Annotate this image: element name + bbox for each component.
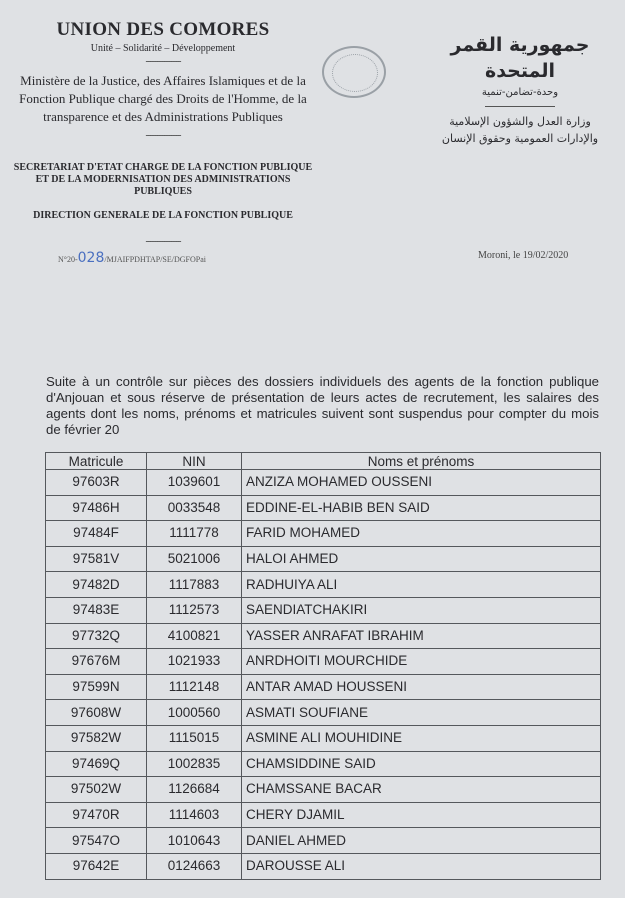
- secretariat-name: SECRETARIAT D'ETAT CHARGE DE LA FONCTION PUBLIQUE ET DE LA MODERNISATION DES ADMINISTRATIONS PUBLIQUES: [13, 162, 313, 197]
- intro-paragraph: Suite à un contrôle sur pièces des dossiers individuels des agents de la fonction publique d'Anjouan et sous réserve de présentation de leurs actes de recrutement, les salaires des agents dont les noms, prénoms et matricules suivent sont suspendus pour compter du mois de février 20: [46, 374, 599, 437]
- separator: ---------------: [145, 236, 181, 247]
- national-motto: Unité – Solidarité – Développement: [90, 43, 236, 54]
- table-row: [46, 572, 601, 598]
- cell-matricule: 97732Q: [46, 623, 147, 649]
- cell-matricule: 97484F: [46, 521, 147, 547]
- table-row: [46, 802, 601, 828]
- table-row: [46, 521, 601, 547]
- letterhead-left: [8, 18, 318, 268]
- arabic-ministry-name: [420, 113, 620, 147]
- cell-nin: 1002835: [147, 751, 242, 777]
- cell-nin: 1111778: [147, 521, 242, 547]
- document-date: Moroni, le 19/02/2020: [478, 250, 569, 261]
- cell-matricule: 97642E: [46, 853, 147, 879]
- arabic-ministry-line: وزارة العدل والشؤون الإسلامية: [449, 115, 591, 128]
- separator: [485, 106, 555, 107]
- table-row: [46, 751, 601, 777]
- cell-nin: 1114603: [147, 802, 242, 828]
- arabic-ministry-line: والإدارات العمومية وحقوق الإنسان: [441, 132, 599, 145]
- arabic-country-name: جمهورية القمر المتحدة: [450, 34, 590, 82]
- cell-nin: 1039601: [147, 470, 242, 496]
- table-row: [46, 470, 601, 496]
- cell-name: EDDINE-EL-HABIB BEN SAID: [242, 495, 601, 521]
- cell-nin: 1010643: [147, 828, 242, 854]
- table-row: [46, 649, 601, 675]
- cell-nin: 1112573: [147, 597, 242, 623]
- separator: ---------------: [145, 130, 181, 141]
- table-row: [46, 725, 601, 751]
- cell-name: HALOI AHMED: [242, 546, 601, 572]
- table-row: [46, 828, 601, 854]
- cell-matricule: 97547O: [46, 828, 147, 854]
- column-header-names: Noms et prénoms: [242, 453, 601, 470]
- cell-nin: 1115015: [147, 725, 242, 751]
- cell-matricule: 97582W: [46, 725, 147, 751]
- cell-name: CHERY DJAMIL: [242, 802, 601, 828]
- cell-name: SAENDIATCHAKIRI: [242, 597, 601, 623]
- reference-number: [8, 250, 318, 268]
- cell-name: ANZIZA MOHAMED OUSSENI: [242, 470, 601, 496]
- cell-nin: 1112148: [147, 674, 242, 700]
- table-row: [46, 700, 601, 726]
- table-row: [46, 853, 601, 879]
- cell-name: ANTAR AMAD HOUSSENI: [242, 674, 601, 700]
- coat-of-arms-seal-icon: [322, 46, 386, 98]
- cell-matricule: 97608W: [46, 700, 147, 726]
- cell-nin: 4100821: [147, 623, 242, 649]
- ref-prefix: N°20-: [58, 255, 78, 264]
- cell-name: ASMINE ALI MOUHIDINE: [242, 725, 601, 751]
- cell-nin: 5021006: [147, 546, 242, 572]
- letter-body: [45, 374, 601, 880]
- cell-name: CHAMSSANE BACAR: [242, 777, 601, 803]
- cell-matricule: 97470R: [46, 802, 147, 828]
- cell-matricule: 97599N: [46, 674, 147, 700]
- table-row: [46, 597, 601, 623]
- cell-nin: 1021933: [147, 649, 242, 675]
- letterhead-right: [420, 32, 620, 147]
- country-name: UNION DES COMORES: [56, 19, 270, 40]
- column-header-nin: NIN: [147, 453, 242, 470]
- table-row: [46, 674, 601, 700]
- cell-matricule: 97483E: [46, 597, 147, 623]
- column-header-matricule: Matricule: [46, 453, 147, 470]
- table-header-row: [46, 453, 601, 470]
- cell-matricule: 97486H: [46, 495, 147, 521]
- cell-matricule: 97581V: [46, 546, 147, 572]
- cell-name: RADHUIYA ALI: [242, 572, 601, 598]
- cell-nin: 0124663: [147, 853, 242, 879]
- arabic-motto: وحدة-تضامن-تنمية: [481, 87, 559, 98]
- cell-name: ASMATI SOUFIANE: [242, 700, 601, 726]
- cell-name: DAROUSSE ALI: [242, 853, 601, 879]
- table-row: [46, 623, 601, 649]
- ministry-name: Ministère de la Justice, des Affaires Islamiques et de la Fonction Publique chargé des Droits de l'Homme, de la transparence et des Administrations Publiques: [19, 73, 307, 124]
- cell-name: ANRDHOITI MOURCHIDE: [242, 649, 601, 675]
- cell-name: DANIEL AHMED: [242, 828, 601, 854]
- cell-nin: 0033548: [147, 495, 242, 521]
- cell-matricule: 97603R: [46, 470, 147, 496]
- cell-matricule: 97502W: [46, 777, 147, 803]
- suspended-agents-table: [45, 452, 601, 880]
- table-row: [46, 495, 601, 521]
- ref-handwritten-number: 028: [77, 250, 105, 266]
- ref-suffix: /MJAIFPDHTAP/SE/DGFOPai: [104, 255, 206, 264]
- table-row: [46, 777, 601, 803]
- separator: ---------------: [145, 56, 181, 67]
- cell-nin: 1000560: [147, 700, 242, 726]
- cell-matricule: 97469Q: [46, 751, 147, 777]
- cell-matricule: 97482D: [46, 572, 147, 598]
- direction-name: DIRECTION GENERALE DE LA FONCTION PUBLIQUE: [33, 210, 293, 221]
- table-row: [46, 546, 601, 572]
- cell-name: YASSER ANRAFAT IBRAHIM: [242, 623, 601, 649]
- cell-name: FARID MOHAMED: [242, 521, 601, 547]
- cell-nin: 1117883: [147, 572, 242, 598]
- cell-nin: 1126684: [147, 777, 242, 803]
- cell-name: CHAMSIDDINE SAID: [242, 751, 601, 777]
- cell-matricule: 97676M: [46, 649, 147, 675]
